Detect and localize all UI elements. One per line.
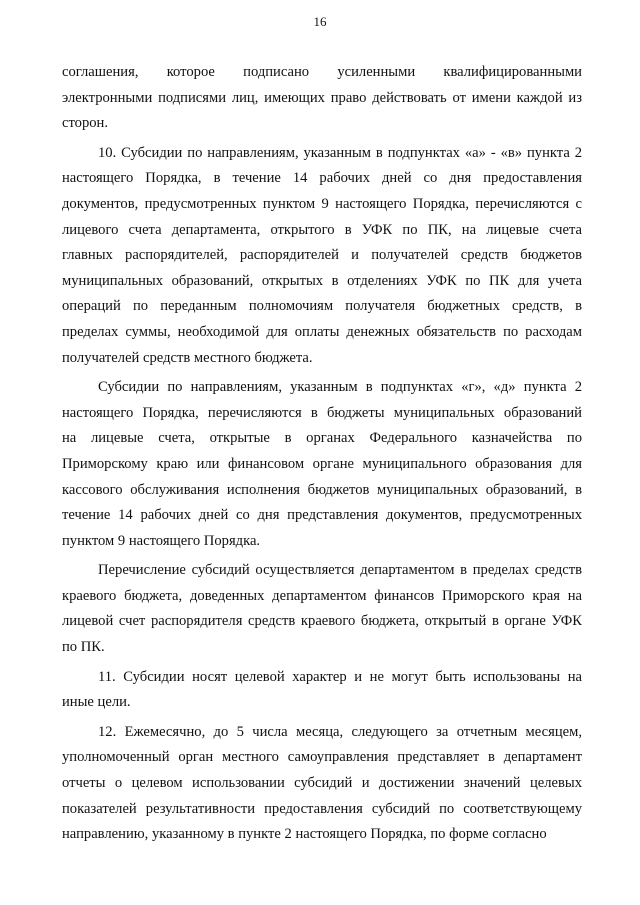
paragraph — [62, 375, 582, 554]
paragraph — [62, 141, 582, 371]
text-line: получателей средств местного бюджета. — [62, 349, 313, 366]
text-line: кассового обслуживания исполнения бюджетов муниципальных образований, в — [62, 481, 582, 498]
text-line: по ПК. — [62, 639, 105, 656]
text-line: сторон. — [62, 115, 109, 132]
text-line: 10. Субсидии по направлениям, указанным в подпунктах «а» - «в» пункта 2 — [98, 144, 582, 161]
text-line: течение 14 рабочих дней со дня представления документов, предусмотренных — [62, 507, 582, 524]
text-line: иные цели. — [62, 694, 131, 711]
paragraph — [62, 60, 582, 137]
text-line: настоящего Порядка, в течение 14 рабочих дней со дня предоставления — [62, 170, 582, 187]
paragraph — [62, 558, 582, 660]
text-line: показателей результативности предоставления субсидий по соответствующему — [62, 800, 582, 817]
text-line: уполномоченный орган местного самоуправления представляет в департамент — [62, 749, 582, 766]
text-line: муниципальных образований, открытых в отделениях УФК по ПК для учета — [62, 272, 582, 289]
text-line: главных распорядителей, распорядителей и получателей средств бюджетов — [62, 247, 582, 264]
document-body — [62, 60, 582, 848]
text-line: документов, предусмотренных пунктом 9 настоящего Порядка, перечисляются с — [62, 195, 582, 212]
text-line: операций по переданным полномочиям получателя бюджетных средств, в — [62, 298, 582, 315]
text-line: лицевого счета департамента, открытого в УФК по ПК, на лицевые счета — [62, 221, 582, 238]
text-line: пределах суммы, необходимой для оплаты денежных обязательств по расходам — [62, 323, 582, 340]
paragraph — [62, 720, 582, 848]
text-line: электронными подписями лиц, имеющих право действовать от имени каждой из — [62, 89, 582, 106]
text-line: настоящего Порядка, перечисляются в бюджеты муниципальных образований — [62, 404, 582, 421]
page-number: 16 — [313, 14, 327, 29]
text-line: пунктом 9 настоящего Порядка. — [62, 532, 261, 549]
text-line: 11. Субсидии носят целевой характер и не могут быть использованы на — [98, 668, 582, 685]
text-line: краевого бюджета, доведенных департаментом финансов Приморского края на — [62, 587, 582, 604]
text-line: Перечисление субсидий осуществляется департаментом в пределах средств — [98, 562, 582, 579]
text-line: направлению, указанному в пункте 2 настоящего Порядка, по форме согласно — [62, 826, 547, 843]
text-line: 12. Ежемесячно, до 5 числа месяца, следующего за отчетным месяцем, — [98, 723, 582, 740]
text-line: Субсидии по направлениям, указанным в подпунктах «г», «д» пункта 2 — [98, 379, 582, 396]
text-line: Приморскому краю или финансовом органе муниципального образования для — [62, 455, 582, 472]
text-line: лицевой счет распорядителя средств краевого бюджета, открытый в органе УФК — [62, 613, 582, 630]
paragraph — [62, 665, 582, 716]
text-line: соглашения, которое подписано усиленными квалифицированными — [62, 64, 582, 80]
text-line: отчеты о целевом использовании субсидий и достижении значений целевых — [62, 775, 582, 792]
text-line: на лицевые счета, открытые в органах Федерального казначейства по — [62, 430, 582, 447]
